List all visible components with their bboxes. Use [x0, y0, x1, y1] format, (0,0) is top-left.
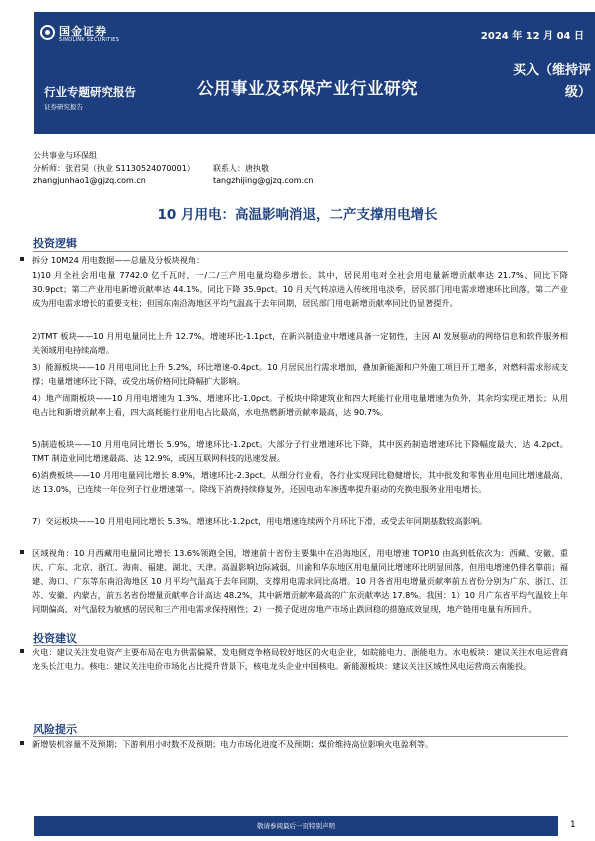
contact-email[interactable]: tangzhijing@gjzq.com.cn — [213, 176, 314, 185]
document-title: 10 月用电：高温影响消退，二产支撑用电增长 — [157, 207, 438, 223]
logic-para-4: 4）地产周期板块——10 月用电增速为 1.3%、增速环比-1.0pct。子板块中除建筑业和四大耗能行业用电量增速为负外，其余均实现正增长；从用电占比和新增贡献率上看，四大高耗能行业用电占比最高，水电热燃新增贡献率最高，达 90.7%。 — [32, 393, 568, 417]
report-date: 2024 年 12 月 04 日 — [480, 31, 584, 42]
section-heading-logic: 投资逻辑 — [33, 237, 77, 250]
logic-para-3: 3）能源板块——10 月用电同比上升 5.2%，环比增速-0.4pct。10 月居民出行需求增加，叠加新能源和户外施工项目开工增多，对燃料需求形成支撑；电量增速环比下降，或受出场价格同比降幅扩大影响。 — [32, 362, 568, 386]
analyst-email[interactable]: zhangjunhao1@gjzq.com.cn — [33, 176, 146, 185]
section-heading-advice: 投资建议 — [33, 632, 77, 645]
sector-label: 公共事业与环保组 — [33, 151, 97, 160]
page-number: 1 — [570, 820, 576, 830]
report-title: 公用事业及环保产业行业研究 — [197, 79, 418, 98]
bullet-icon — [20, 741, 24, 745]
analyst-name: 分析师：张君昊（执业 S1130524070001） — [33, 164, 195, 173]
report-header — [34, 12, 595, 134]
logic-regional-text: 区域视角：10 月西藏用电量同比增长 13.6%领跑全国，增速前十省份主要集中在沿海地区，用电增速 TOP10 由高到低依次为：西藏、安徽、重庆、广东、北京、浙江、海南、福建、湖北、天津。高温影响边际减弱，川渝和华东地区用电量同比增速环比明显回落，但用电增速仍排名靠前；福建、海口、广东等东南沿海地区 10 月平均气温高于去年同期，支撑用电需求同比高增。10 月各省用电增量贡献率前五省份分别为广东、浙江、江苏、安徽、内蒙古，前五名省份增量贡献率合计高达 48.2%，其中新增贡献率最高的广东贡献率达 17.8%。我国：1）10 月广东省平均气温较上年同期偏高，对气温较为敏感的居民和三产用电需求保持刚性；2）一揽子促进房地产市场止跌回稳的措施成效显现，地产链用电量有所回升。 — [32, 548, 568, 614]
report-type: 行业专题研究报告 — [44, 85, 136, 99]
advice-text: 火电：建议关注发电资产主要布局在电力供需偏紧、发电侧竞争格局较好地区的火电企业，如皖能电力、浙能电力。水电板块：建议关注水电运营商龙头长江电力。核电：建议关注电价市场化占比提升背景下，核电龙头企业中国核电。新能源板块：建议关注区域性风电运营商云南能投。 — [32, 647, 568, 671]
logic-intro — [32, 253, 568, 267]
logic-para-6: 6)消费板块——10 月用电量同比增长 8.9%，增速环比-2.3pct。从细分行业看，各行业实现同比稳健增长，其中批发和零售业用电同比增速最高、达 13.0%，已连续一年位列子行业增速第一。除线下消费持续修复外，还因电动车渗透率提升驱动的充换电服务业用电增长。 — [32, 470, 568, 494]
logic-regional — [32, 546, 568, 616]
rating — [503, 60, 591, 104]
brand-name-en: SINOLINK SECURITIES — [59, 37, 120, 43]
rating-line-2: 级） — [564, 85, 591, 100]
logic-para-2: 2)TMT 板块——10 月用电量同比上升 12.7%，增速环比-1.1pct，在新兴制造业中增速具备一定韧性，主因 AI 发展驱动的网络信息和软件服务相关领域用电持续高增。 — [32, 331, 568, 355]
bullet-icon — [20, 649, 24, 653]
section-heading-risk: 风险提示 — [33, 723, 77, 736]
section-divider — [33, 251, 568, 252]
logic-intro-text: 拆分 10M24 用电数据——总量及分板块视角： — [32, 255, 205, 265]
bullet-icon — [20, 550, 24, 554]
logic-para-1: 1)10 月全社会用电量 7742.0 亿千瓦时，一/二/三产用电量均稳步增长。其中，居民用电对全社会用电量新增贡献率达 21.7%、同比下降 30.9pct；第二产业用电新增贡献率达 44.1%、同比下降 35.9pct。10 月天气转凉进入传统用电淡季，居民部门用电需求增速环比回落，第二产业成为用电需求增长的重要支柱；但国东南沿海地区平均气温高于去年同期，居民部门用电新增贡献率同比仍显著提升。 — [32, 270, 568, 308]
brand-logo-icon — [40, 25, 55, 40]
logic-para-5: 5)制造板块——10 月用电同比增长 5.9%，增速环比-1.2pct。大部分子行业增速环比下降，其中医药制造增速环比下降幅度最大、达 4.2pct。TMT 制造业同比增速最高、达 12.9%，或因互联网科技的迅速发展。 — [32, 439, 568, 463]
risk-text: 新增装机容量不及预期；下游利用小时数不及预期；电力市场化进度不及预期；煤价维持高位影响火电盈利等。 — [32, 739, 434, 749]
logic-para-7: 7）交运板块——10 月用电同比增长 5.3%、增速环比-1.2pct，用电增速连续两个月环比下滑，或受去年同期基数较高影响。 — [32, 516, 488, 526]
brand-name: 国金证券 — [59, 25, 107, 38]
footer-bar — [34, 816, 558, 836]
contact-name: 联系人：唐执敬 — [213, 164, 269, 173]
bullet-icon — [20, 257, 24, 261]
advice-para — [32, 645, 568, 673]
disclaimer-notice[interactable]: 敬请参阅最后一页特别声明 — [257, 822, 335, 830]
risk-para — [32, 737, 568, 751]
rating-line-1: 买入（维持评 — [512, 63, 591, 78]
report-subtype: 证券研究报告 — [44, 103, 83, 111]
